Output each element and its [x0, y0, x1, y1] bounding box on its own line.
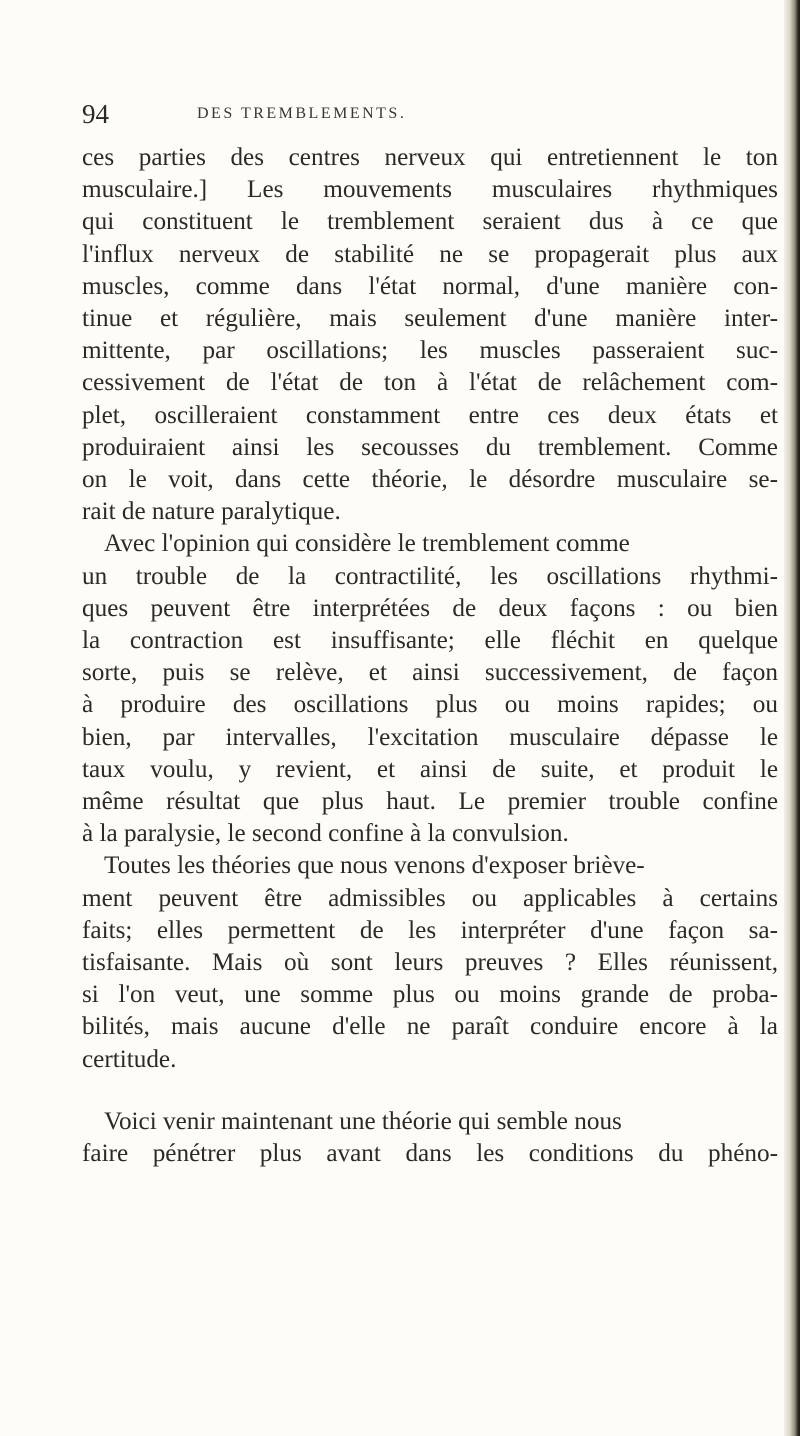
text-line: bilités, mais aucune d'elle ne paraît conduire encore à la — [82, 1013, 778, 1041]
running-header — [82, 96, 782, 136]
text-line: l'influx nerveux de stabilité ne se propagerait plus aux — [82, 240, 778, 268]
text-line: Voici venir maintenant une théorie qui semble nous — [104, 1107, 622, 1135]
paragraph-gap — [82, 1076, 778, 1106]
text-line: sorte, puis se relève, et ainsi successivement, de façon — [82, 659, 778, 687]
text-line: ment peuvent être admissibles ou applicables à certains — [82, 884, 778, 912]
body-text — [82, 142, 778, 1170]
text-line: rait de nature paralytique. — [82, 498, 341, 526]
text-line: plet, oscilleraient constamment entre ces deux états et — [82, 401, 778, 429]
text-line: à la paralysie, le second confine à la convulsion. — [82, 820, 569, 848]
text-line: Toutes les théories que nous venons d'exposer briève- — [104, 852, 645, 880]
text-line: on le voit, dans cette théorie, le désordre musculaire se- — [82, 466, 778, 494]
page-edge-shadow — [784, 0, 800, 1436]
paragraph-4 — [82, 1106, 778, 1170]
text-line: ces parties des centres nerveux qui entretiennent le ton — [82, 144, 778, 171]
text-line: produiraient ainsi les secousses du tremblement. Comme — [82, 433, 778, 461]
text-line: à produire des oscillations plus ou moins rapides; ou — [82, 691, 778, 719]
text-line: si l'on veut, une somme plus ou moins grande de proba- — [82, 981, 778, 1009]
text-line: qui constituent le tremblement seraient dus à ce que — [82, 208, 778, 236]
text-line: tisfaisante. Mais où sont leurs preuves ? Elles réunissent, — [82, 949, 778, 977]
text-line: ques peuvent être interprétées de deux façons : ou bien — [82, 594, 778, 622]
running-title: DES TREMBLEMENTS. — [197, 105, 407, 122]
paragraph-2 — [82, 528, 778, 850]
text-line: tinue et régulière, mais seulement d'une manière inter- — [82, 305, 778, 333]
text-line: muscles, comme dans l'état normal, d'une manière con- — [82, 272, 778, 300]
text-line: mittente, par oscillations; les muscles passeraient suc- — [82, 337, 778, 365]
text-line: cessivement de l'état de ton à l'état de relâchement com- — [82, 369, 778, 397]
text-line: un trouble de la contractilité, les oscillations rhythmi- — [82, 562, 778, 590]
text-line: taux voulu, y revient, et ainsi de suite, et produit le — [82, 755, 778, 783]
text-line: musculaire.] Les mouvements musculaires rhythmiques — [82, 176, 778, 204]
text-line: faits; elles permettent de les interpréter d'une façon sa- — [82, 916, 778, 944]
text-line: la contraction est insuffisante; elle fléchit en quelque — [82, 627, 778, 655]
paragraph-1 — [82, 142, 778, 528]
text-line: bien, par intervalles, l'excitation musculaire dépasse le — [82, 723, 778, 751]
text-line: faire pénétrer plus avant dans les conditions du phéno- — [82, 1140, 778, 1168]
page-number: 94 — [82, 99, 109, 129]
text-line: Avec l'opinion qui considère le tremblement comme — [104, 530, 630, 558]
text-line: même résultat que plus haut. Le premier trouble confine — [82, 788, 778, 816]
text-line: certitude. — [82, 1045, 177, 1073]
paragraph-3 — [82, 850, 778, 1075]
